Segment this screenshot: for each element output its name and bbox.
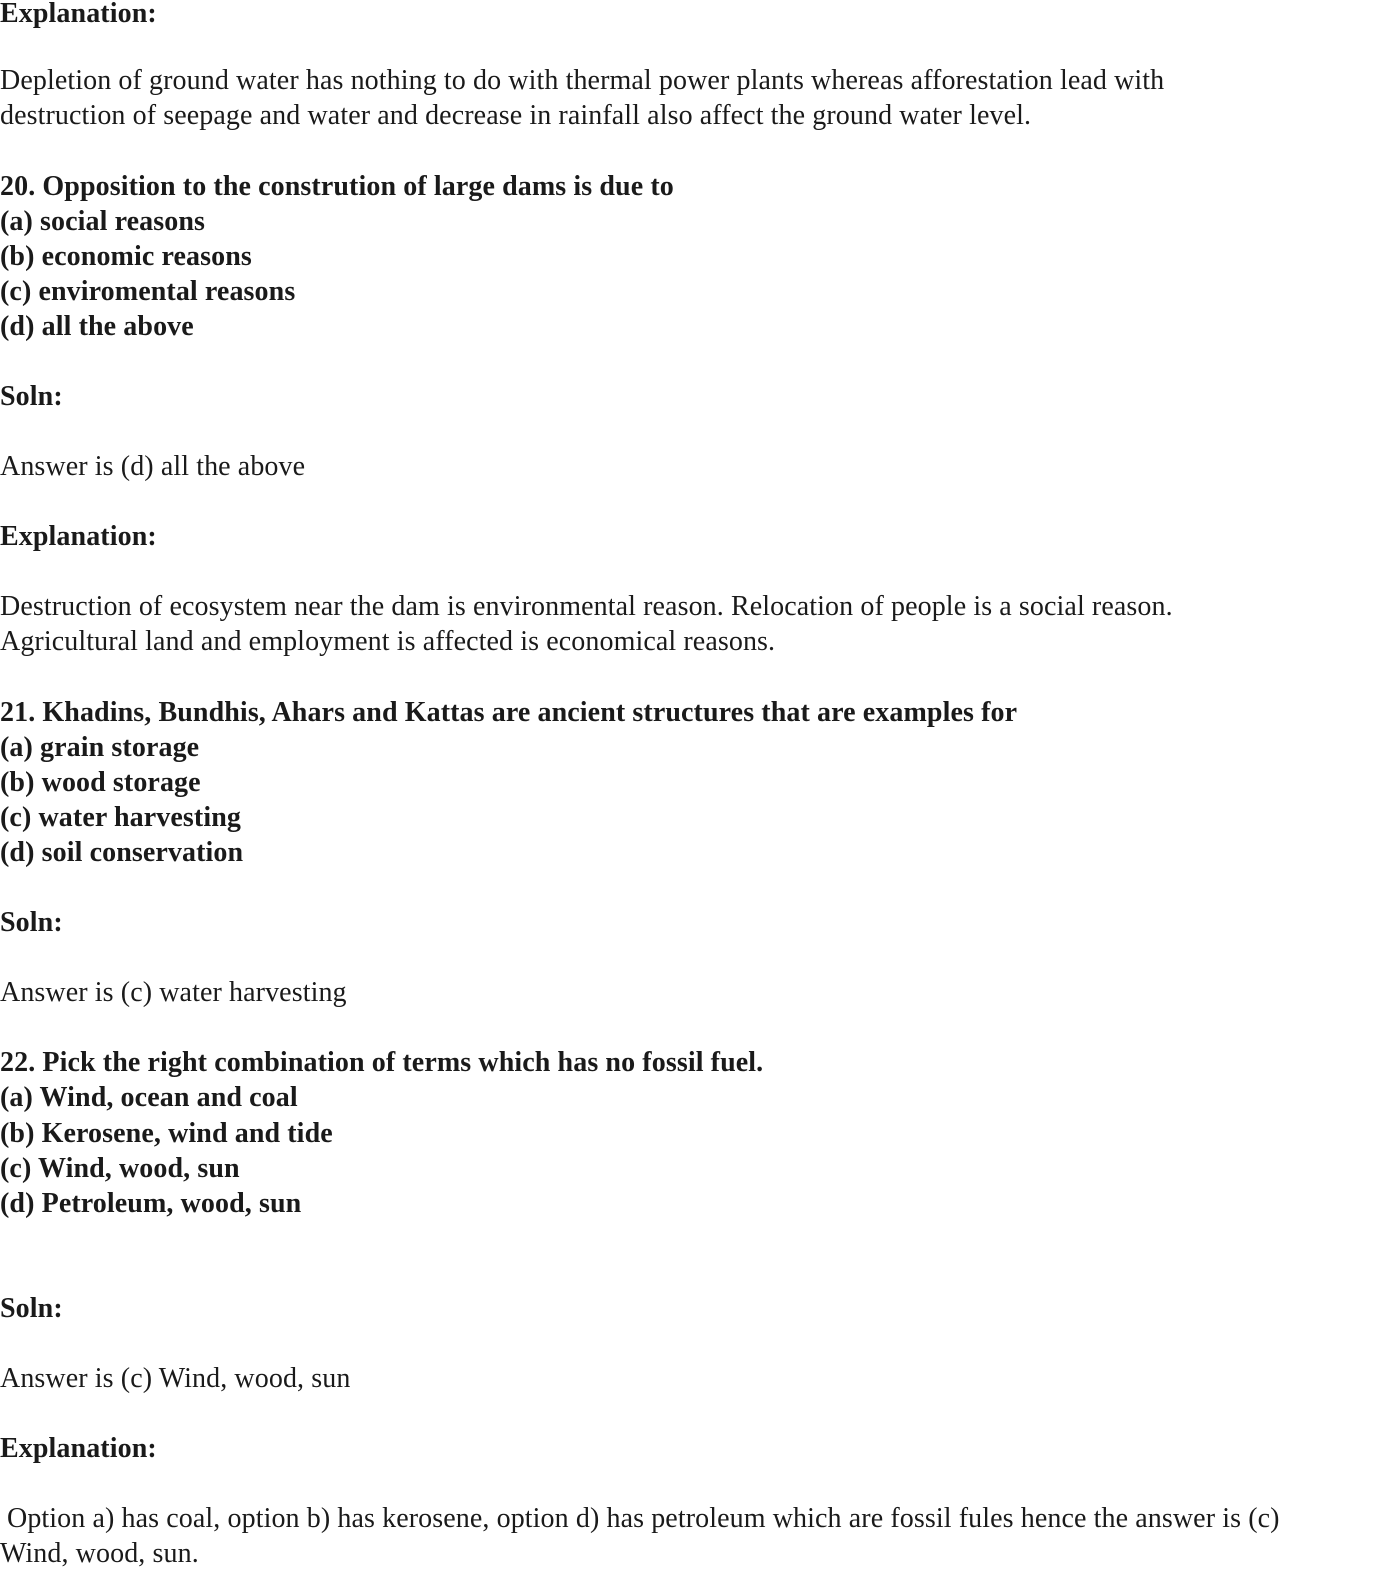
option-b: (b) wood storage: [0, 767, 201, 798]
option-c: (c) enviromental reasons: [0, 276, 296, 307]
explanation-heading: Explanation:: [0, 0, 157, 29]
solution-heading: Soln:: [0, 381, 63, 412]
solution-heading: Soln:: [0, 907, 63, 938]
explanation-text: destruction of seepage and water and decrease in rainfall also affect the ground water level.: [0, 100, 1032, 131]
option-b: (b) Kerosene, wind and tide: [0, 1118, 333, 1149]
answer-text: Answer is (c) water harvesting: [0, 977, 347, 1008]
explanation-text: Destruction of ecosystem near the dam is environmental reason. Relocation of people is a social reason.: [0, 591, 1173, 622]
option-d: (d) Petroleum, wood, sun: [0, 1188, 302, 1219]
explanation-text: Wind, wood, sun.: [0, 1538, 199, 1569]
explanation-heading: Explanation:: [0, 521, 157, 552]
explanation-heading: Explanation:: [0, 1433, 157, 1464]
option-a: (a) grain storage: [0, 732, 200, 763]
option-c: (c) water harvesting: [0, 802, 241, 833]
answer-text: Answer is (c) Wind, wood, sun: [0, 1363, 351, 1394]
question-22: 22. Pick the right combination of terms which has no fossil fuel.: [0, 1047, 764, 1078]
question-20: 20. Opposition to the constrution of large dams is due to: [0, 171, 674, 202]
answer-text: Answer is (d) all the above: [0, 451, 306, 482]
option-a: (a) social reasons: [0, 206, 206, 237]
option-b: (b) economic reasons: [0, 241, 252, 272]
question-21: 21. Khadins, Bundhis, Ahars and Kattas are ancient structures that are examples for: [0, 697, 1018, 728]
option-d: (d) all the above: [0, 311, 194, 342]
option-c: (c) Wind, wood, sun: [0, 1153, 240, 1184]
option-d: (d) soil conservation: [0, 837, 244, 868]
option-a: (a) Wind, ocean and coal: [0, 1082, 298, 1113]
solution-heading: Soln:: [0, 1293, 63, 1324]
explanation-text: Option a) has coal, option b) has kerosene, option d) has petroleum which are fossil fules hence the answer is (c): [7, 1503, 1280, 1534]
explanation-text: Depletion of ground water has nothing to do with thermal power plants whereas afforestation lead with: [0, 65, 1165, 96]
explanation-text: Agricultural land and employment is affected is economical reasons.: [0, 626, 776, 657]
